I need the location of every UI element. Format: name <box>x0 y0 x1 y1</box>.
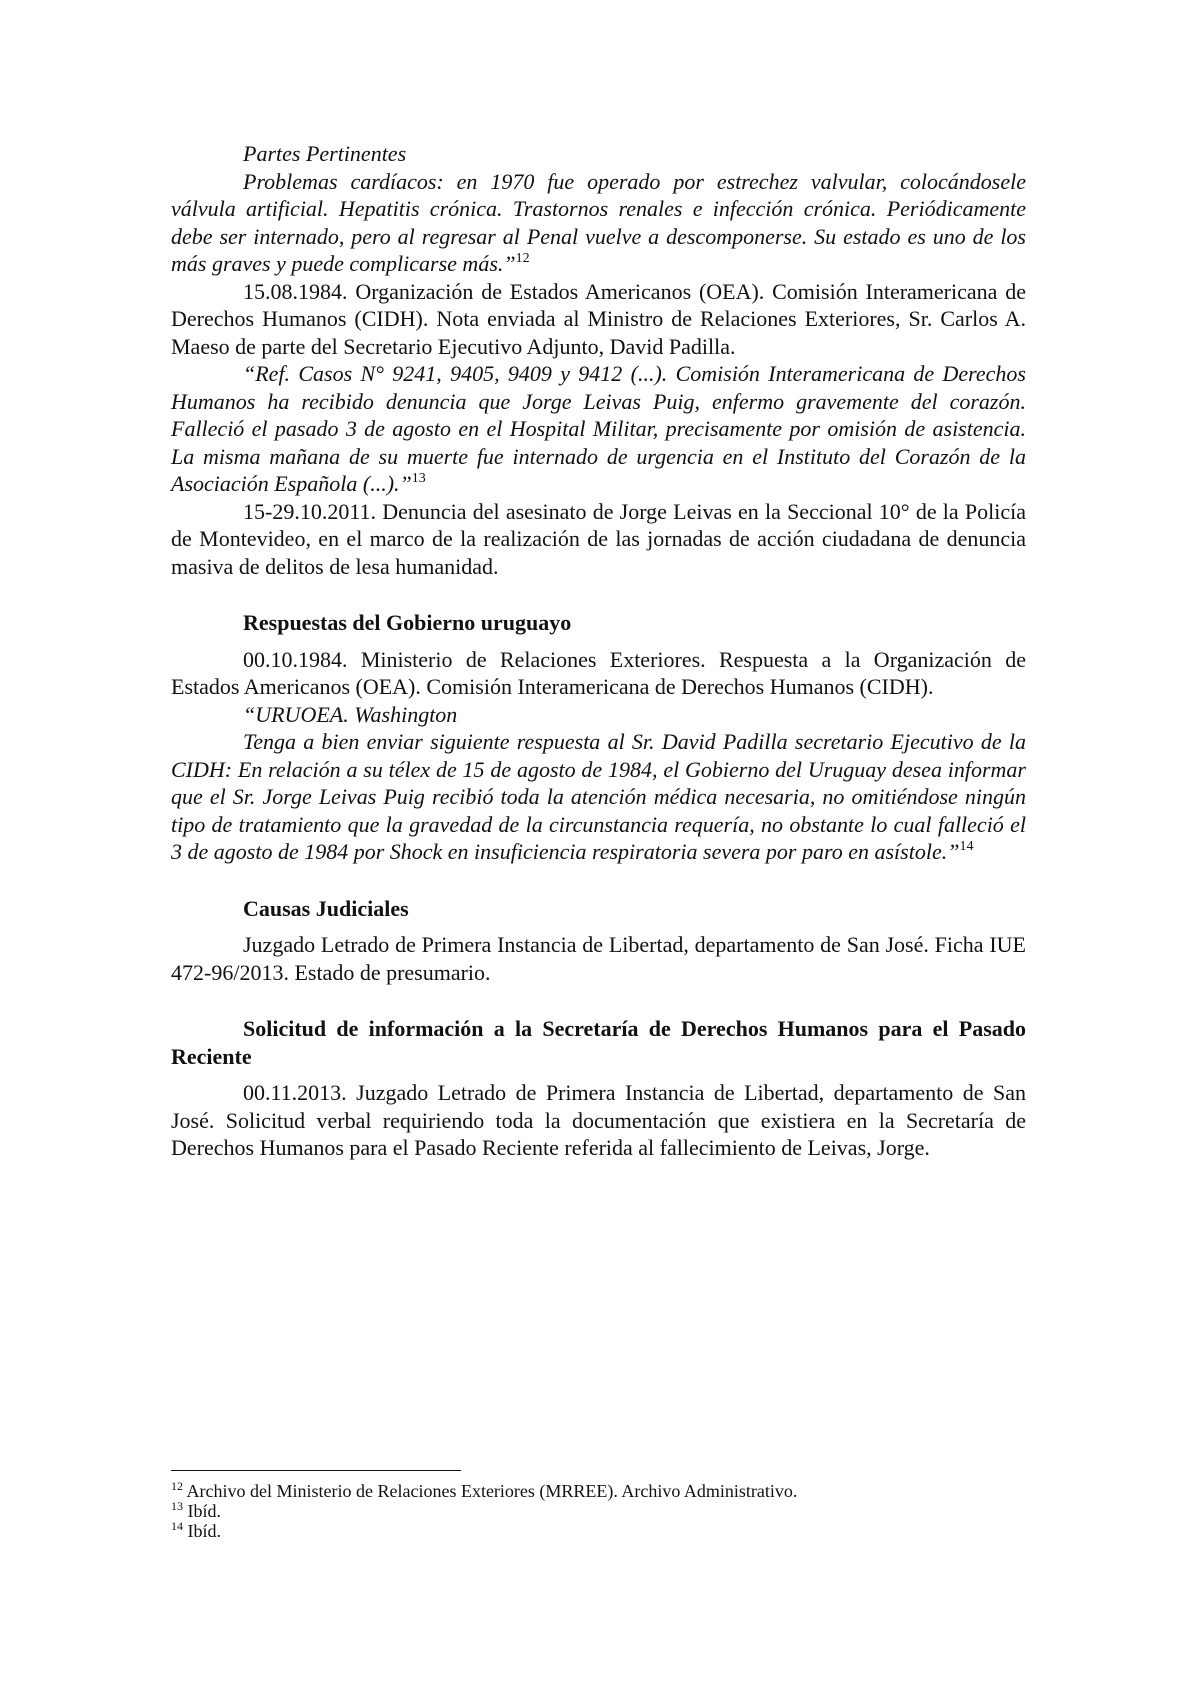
paragraph-text: 00.11.2013. Juzgado Letrado de Primera Instancia de Libertad, departamento de San José. Solicitud verbal requiriendo toda la documentación que existiera en la Secretaría de Derechos Humanos para el Pasado Reciente referida al fallecimiento de Leivas, Jorge. <box>171 1080 1026 1160</box>
paragraph-text: Partes Pertinentes <box>243 141 407 166</box>
footnote-14 <box>171 1521 1026 1541</box>
paragraph-solicitud <box>171 1079 1026 1162</box>
paragraph-denuncia <box>171 498 1026 581</box>
paragraph-text: 15-29.10.2011. Denuncia del asesinato de Jorge Leivas en la Seccional 10° de la Policía de Montevideo, en el marco de la realización de las jornadas de acción ciudadana de denuncia masiva de delitos de lesa humanidad. <box>171 498 1026 579</box>
quote-paragraph-medical <box>171 168 1026 278</box>
section-heading-respuestas: Respuestas del Gobierno uruguayo <box>243 610 572 635</box>
paragraph-ministerio <box>171 646 1026 701</box>
section-heading-causas: Causas Judiciales <box>243 895 409 921</box>
footnote-text: Ibíd. <box>187 1501 221 1521</box>
footnote-number: 13 <box>171 1499 183 1513</box>
paragraph-text: Problemas cardíacos: en 1970 fue operado por estrechez valvular, colocándosele válvula artificial. Hepatitis crónica. Trastornos renales e infección crónica. Periódicamente debe ser internado, pero al regresar al Penal vuelve a descomponerse. Su estado es uno de los más graves y puede complicarse más.” <box>171 168 1026 276</box>
paragraph-text: “Ref. Casos N° 9241, 9405, 9409 y 9412 (...). Comisión Interamericana de Derechos Humanos ha recibido denuncia que Jorge Leivas Puig, enfermo gravemente del corazón. Falleció el pasado 3 de agosto en el Hospital Militar, precisamente por omisión de asistencia. La misma mañana de su muerte fue internado de urgencia en el Instituto del Corazón de la Asociación Española (...).” <box>171 361 1026 496</box>
footnote-text: Ibíd. <box>187 1521 221 1541</box>
main-text <box>171 140 1026 1162</box>
paragraph-text: 00.10.1984. Ministerio de Relaciones Exteriores. Respuesta a la Organización de Estados Americanos (OEA). Comisión Interamericana de Derechos Humanos (CIDH). <box>171 646 1026 699</box>
quote-paragraph-respuesta <box>171 728 1026 866</box>
footnote-number: 12 <box>171 1479 183 1493</box>
footnotes <box>171 1470 1026 1541</box>
footnote-13 <box>171 1501 1026 1521</box>
section-heading-solicitud: Solicitud de información a la Secretaría de Derechos Humanos para el Pasado Reciente <box>171 1016 1026 1069</box>
paragraph-juzgado <box>171 931 1026 986</box>
footnote-divider <box>171 1470 461 1471</box>
footnote-ref-14: 14 <box>959 839 974 854</box>
footnote-number: 14 <box>171 1519 183 1533</box>
paragraph-text: “URUOEA. Washington <box>243 701 458 727</box>
quote-paragraph-cidh <box>171 360 1026 498</box>
footnote-ref-13: 13 <box>411 471 426 486</box>
section-label-partes-pertinentes <box>171 140 1026 168</box>
paragraph-text: Juzgado Letrado de Primera Instancia de Libertad, departamento de San José. Ficha IUE 472-96/2013. Estado de presumario. <box>171 932 1026 985</box>
quote-header-uruoea <box>171 701 1026 729</box>
paragraph-text: 15.08.1984. Organización de Estados Americanos (OEA). Comisión Interamericana de Derechos Humanos (CIDH). Nota enviada al Ministro de Relaciones Exteriores, Sr. Carlos A. Maeso de parte del Secretario Ejecutivo Adjunto, David Padilla. <box>171 278 1026 359</box>
footnote-12 <box>171 1481 1026 1501</box>
paragraph-oea-note <box>171 278 1026 361</box>
paragraph-text: Tenga a bien enviar siguiente respuesta al Sr. David Padilla secretario Ejecutivo de la CIDH: En relación a su télex de 15 de agosto de 1984, el Gobierno del Uruguay desea informar que el Sr. Jorge Leivas Puig recibió toda la atención médica necesaria, no omitiéndose ningún tipo de tratamiento que la gravedad de la circunstancia requería, no obstante lo cual falleció el 3 de agosto de 1984 por Shock en insuficiencia respiratoria severa por paro en asístole.” <box>171 729 1026 864</box>
footnote-text: Archivo del Ministerio de Relaciones Exteriores (MRREE). Archivo Administrativo. <box>186 1481 798 1501</box>
footnote-ref-12: 12 <box>515 251 530 266</box>
